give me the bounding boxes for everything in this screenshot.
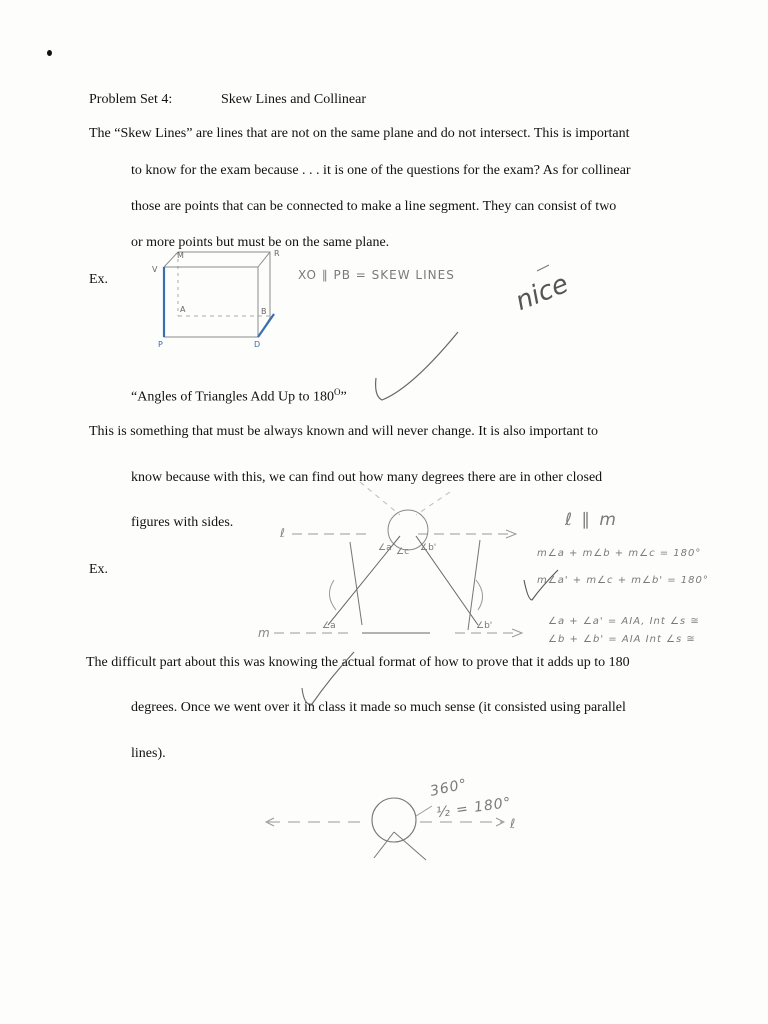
vertex-label: R xyxy=(274,249,280,258)
vertex-label: D xyxy=(254,340,261,349)
paragraph1-line: The “Skew Lines” are lines that are not on the same plane and do not intersect. This is important xyxy=(89,126,630,141)
angle-label: ∠b' xyxy=(476,621,493,631)
paragraph1-line: those are points that can be connected to make a line segment. They can consist of two xyxy=(131,199,617,214)
example-label: Ex. xyxy=(89,562,109,577)
angle-label: ∠a xyxy=(378,543,392,553)
line-l-label: ℓ xyxy=(280,526,285,540)
teacher-note: nice xyxy=(511,268,573,318)
problem-set-label: Problem Set 4: xyxy=(89,92,173,107)
full-circle-degrees: 360° xyxy=(428,776,469,800)
paragraph1-line: to know for the exam because . . . it is one of the questions for the exam? As for collinear xyxy=(131,163,631,178)
hole-punch-mark xyxy=(47,50,52,56)
check-mark-icon xyxy=(300,648,360,708)
teacher-tick-mark xyxy=(535,262,555,274)
heading-close-quote: ” xyxy=(340,389,347,405)
paragraph2-line: This is something that must be always known and will never change. It is also important to xyxy=(89,424,598,439)
rectangular-prism-sketch xyxy=(150,246,285,351)
paragraph3-line: The difficult part about this was knowing the actual format of how to prove that it adds up to 180 xyxy=(86,655,630,670)
angle-label: ∠c xyxy=(396,547,410,557)
paragraph1-line: or more points but must be on the same plane. xyxy=(131,235,390,250)
degree-superscript: O xyxy=(334,387,341,397)
half-circle-degrees: ½ = 180° xyxy=(435,794,513,822)
proof-work-line: m∠a + m∠b + m∠c = 180° xyxy=(537,548,702,559)
angle-label: ∠b' xyxy=(420,543,437,553)
parallel-note: ℓ ∥ m xyxy=(565,510,618,530)
vertex-label: M xyxy=(177,251,184,260)
page-title: Skew Lines and Collinear xyxy=(221,92,367,107)
line-l-label: ℓ xyxy=(510,817,516,832)
angle-label: ∠a xyxy=(322,621,336,631)
circle-degrees-sketch xyxy=(262,776,532,866)
proof-work-line: m∠a' + m∠c + m∠b' = 180° xyxy=(537,575,709,586)
check-mark-icon xyxy=(372,328,462,403)
vertex-label: P xyxy=(158,340,163,349)
paragraph3-line: degrees. Once we went over it in class it made so much sense (it consisted using parallel xyxy=(131,700,626,715)
vertex-label: A xyxy=(180,305,186,314)
section-heading xyxy=(131,384,347,406)
example-label: Ex. xyxy=(89,272,109,287)
paragraph2-line: figures with sides. xyxy=(131,515,234,530)
triangle-parallel-lines-sketch xyxy=(250,470,540,650)
line-m-label: m xyxy=(258,626,270,640)
vertex-label: V xyxy=(152,265,158,274)
vertex-label: B xyxy=(261,307,267,316)
proof-work-line: ∠b + ∠b' = AIA Int ∠s ≅ xyxy=(548,634,696,645)
skew-lines-annotation: XO ∥ PB = SKEW LINES xyxy=(298,268,455,282)
check-mark-icon xyxy=(520,566,560,604)
paragraph3-line: lines). xyxy=(131,746,166,761)
paragraph2-line: know because with this, we can find out how many degrees there are in other closed xyxy=(131,470,603,485)
proof-work-line: ∠a + ∠a' = AIA, Int ∠s ≅ xyxy=(548,616,700,627)
heading-text: “Angles of Triangles Add Up to 180 xyxy=(131,389,334,405)
